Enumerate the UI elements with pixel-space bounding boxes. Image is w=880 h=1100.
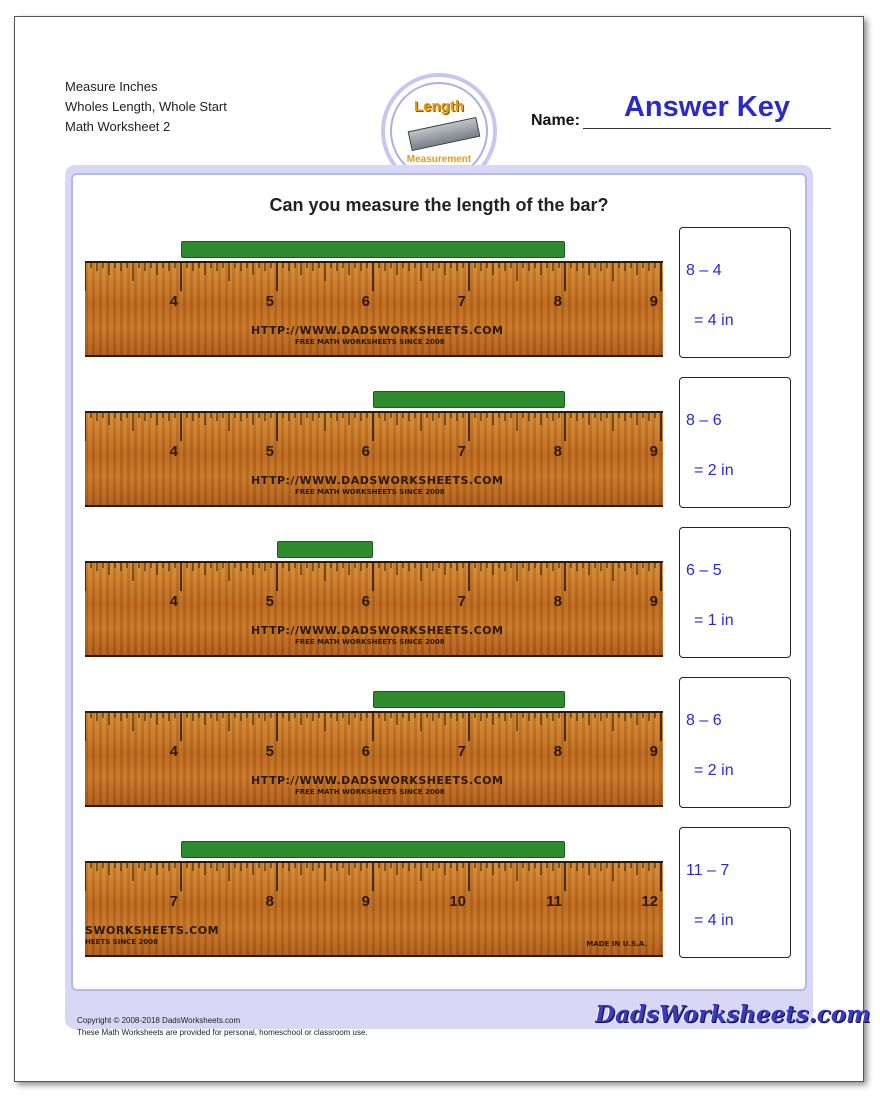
- worksheet-page: [14, 16, 871, 1082]
- wooden-ruler: [85, 861, 663, 957]
- measure-bar: [181, 241, 565, 258]
- problem-frame: [65, 165, 813, 1029]
- answer-equation: 8 – 4: [686, 262, 722, 279]
- ruler-tagline-text: FREE MATH WORKSHEETS SINCE 2008: [295, 788, 445, 796]
- ruler-number: 8: [265, 893, 274, 910]
- ruler-tagline-text: HEETS SINCE 2008: [85, 938, 159, 946]
- answer-equation: 8 – 6: [686, 412, 722, 429]
- ruler-number: 7: [457, 593, 466, 610]
- ruler-made-in-text: MADE IN U.S.A.: [586, 940, 647, 948]
- ruler-number: 9: [649, 293, 658, 310]
- name-label: Name:: [531, 112, 580, 129]
- ruler-number: 6: [361, 293, 370, 310]
- ruler-number: 5: [265, 743, 274, 760]
- ruler-number: 7: [457, 443, 466, 460]
- ruler-number: 8: [553, 443, 562, 460]
- ruler-number: 9: [649, 443, 658, 460]
- problem-row: [73, 377, 809, 517]
- ruler-website-text: HTTP://WWW.DADSWORKSHEETS.COM: [251, 324, 504, 337]
- ruler-number: 7: [457, 743, 466, 760]
- ruler-website-text: SWORKSHEETS.COM: [85, 924, 220, 937]
- ruler-number: 4: [169, 293, 178, 310]
- answer-box: [679, 527, 791, 658]
- measure-bar: [277, 541, 373, 558]
- name-line: [583, 128, 831, 129]
- wooden-ruler: [85, 711, 663, 807]
- ruler-tagline-text: FREE MATH WORKSHEETS SINCE 2008: [295, 638, 445, 646]
- measure-bar: [373, 391, 565, 408]
- problem-row: [73, 227, 809, 367]
- copyright-text: Copyright © 2008-2018 DadsWorksheets.com: [77, 1016, 241, 1025]
- usage-notice: These Math Worksheets are provided for personal, homeschool or classroom use.: [77, 1028, 368, 1037]
- ruler-number: 6: [361, 743, 370, 760]
- question-text: Can you measure the length of the bar?: [269, 195, 609, 215]
- ruler-number: 8: [553, 743, 562, 760]
- ruler-tagline-text: FREE MATH WORKSHEETS SINCE 2008: [295, 338, 445, 346]
- answer-result: = 1 in: [694, 612, 734, 629]
- answer-equation: 11 – 7: [686, 862, 730, 879]
- ruler-number: 4: [169, 593, 178, 610]
- problem-row: [73, 827, 809, 967]
- logo-title: Length: [414, 98, 464, 115]
- ruler-tagline-text: FREE MATH WORKSHEETS SINCE 2008: [295, 488, 445, 496]
- ruler-number: 9: [649, 593, 658, 610]
- ruler-number: 5: [265, 443, 274, 460]
- answer-result: = 2 in: [694, 762, 734, 779]
- ruler-website-text: HTTP://WWW.DADSWORKSHEETS.COM: [251, 474, 504, 487]
- ruler-number: 6: [361, 593, 370, 610]
- measure-bar: [181, 841, 565, 858]
- ruler-number: 4: [169, 743, 178, 760]
- ruler-number: 7: [457, 293, 466, 310]
- ruler-number: 4: [169, 443, 178, 460]
- ruler-number: 9: [649, 743, 658, 760]
- wooden-ruler: [85, 411, 663, 507]
- header-line-2: Wholes Length, Whole Start: [65, 99, 227, 114]
- header-line-1: Measure Inches: [65, 79, 158, 94]
- ruler-website-text: HTTP://WWW.DADSWORKSHEETS.COM: [251, 774, 504, 787]
- worksheet-header-info: [65, 77, 227, 137]
- dadsworksheets-logo: DadsWorksheets.com: [595, 1001, 871, 1028]
- answer-equation: 8 – 6: [686, 712, 722, 729]
- ruler-website-text: HTTP://WWW.DADSWORKSHEETS.COM: [251, 624, 504, 637]
- answer-box: [679, 677, 791, 808]
- ruler-number: 5: [265, 293, 274, 310]
- wooden-ruler: [85, 261, 663, 357]
- problem-row: [73, 527, 809, 667]
- answer-box: [679, 377, 791, 508]
- logo-subtitle: Measurement: [406, 154, 472, 165]
- answer-box: [679, 227, 791, 358]
- answer-result: = 4 in: [694, 912, 734, 929]
- answer-equation: 6 – 5: [686, 562, 722, 579]
- ruler-number: 11: [546, 893, 562, 910]
- ruler-number: 8: [553, 293, 562, 310]
- ruler-number: 6: [361, 443, 370, 460]
- ruler-number: 10: [449, 893, 466, 910]
- ruler-number: 12: [641, 893, 658, 910]
- header-line-3: Math Worksheet 2: [65, 119, 171, 134]
- answer-key-title: Answer Key: [623, 91, 790, 123]
- ruler-icon: [408, 117, 481, 151]
- problem-row: [73, 677, 809, 817]
- wooden-ruler: [85, 561, 663, 657]
- measure-bar: [373, 691, 565, 708]
- ruler-number: 9: [361, 893, 370, 910]
- answer-box: [679, 827, 791, 958]
- answer-result: = 2 in: [694, 462, 734, 479]
- ruler-number: 7: [169, 893, 178, 910]
- answer-result: = 4 in: [694, 312, 734, 329]
- ruler-number: 5: [265, 593, 274, 610]
- ruler-number: 8: [553, 593, 562, 610]
- footer-copyright: [77, 1015, 368, 1039]
